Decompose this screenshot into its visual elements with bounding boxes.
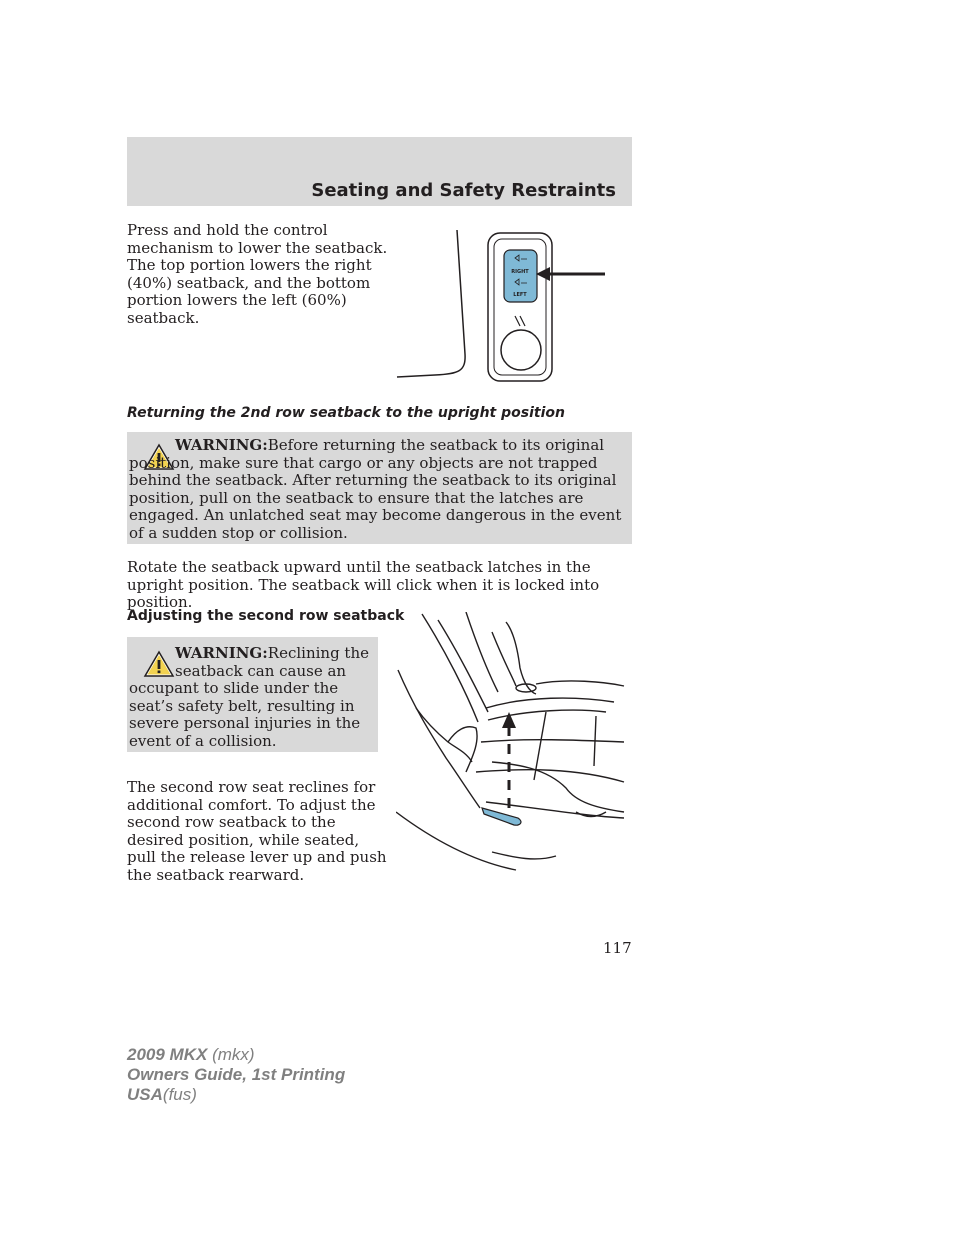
warning-label: WARNING: <box>175 436 268 454</box>
warning-body: Before returning the seatback to its original position, make sure that cargo or any objects are not trapped behind the seatback. After returning the seatback to its original position, pull on the seatback to ensure that the latches are engaged. An unlatched seat may become dangerous in the event of a sudden stop or collision. <box>129 436 622 542</box>
footer-model-code: (mkx) <box>212 1045 255 1064</box>
subhead-adjust-seatback: Adjusting the second row seatback <box>127 608 405 624</box>
warning-body-b: seatback can cause an <box>175 661 347 680</box>
print-footer <box>127 1045 345 1105</box>
subhead-return-upright: Returning the 2nd row seatback to the upright position <box>127 405 565 421</box>
footer-market-code: (fus) <box>162 1085 197 1104</box>
paragraph-lower-seatback: Press and hold the control mechanism to lower the seatback. The top portion lowers the right (40%) seatback, and the bottom portion lowers the left (60%) seatback. <box>127 221 388 327</box>
section-title: Seating and Safety Restraints <box>311 180 616 201</box>
seatback-control-illustration <box>395 226 615 386</box>
warning-box-recline <box>127 637 378 752</box>
footer-model: 2009 MKX <box>127 1045 208 1064</box>
footer-market: USA <box>127 1085 163 1104</box>
warning-box-return <box>127 432 632 544</box>
right-label: RIGHT <box>511 269 529 275</box>
footer-guide: Owners Guide, 1st Printing <box>127 1065 346 1084</box>
paragraph-recline: The second row seat reclines for additional comfort. To adjust the second row seatback to the desired position, while seated, pull the release lever up and push the seatback rearward. <box>127 778 387 884</box>
page-number: 117 <box>603 939 632 957</box>
seat-recline-illustration <box>396 612 630 874</box>
warning-text-return <box>129 437 629 542</box>
section-header <box>127 137 632 206</box>
left-label: LEFT <box>513 292 527 298</box>
warning-text-recline <box>129 645 375 750</box>
warning-label: WARNING: <box>175 644 268 662</box>
warning-body-c: occupant to slide under the seat’s safety belt, resulting in severe personal injuries in the event of a collision. <box>129 679 361 750</box>
warning-body-a: Reclining the <box>267 644 370 662</box>
paragraph-rotate-seatback: Rotate the seatback upward until the seatback latches in the upright position. The seatback will click when it is locked into position. <box>127 558 600 611</box>
